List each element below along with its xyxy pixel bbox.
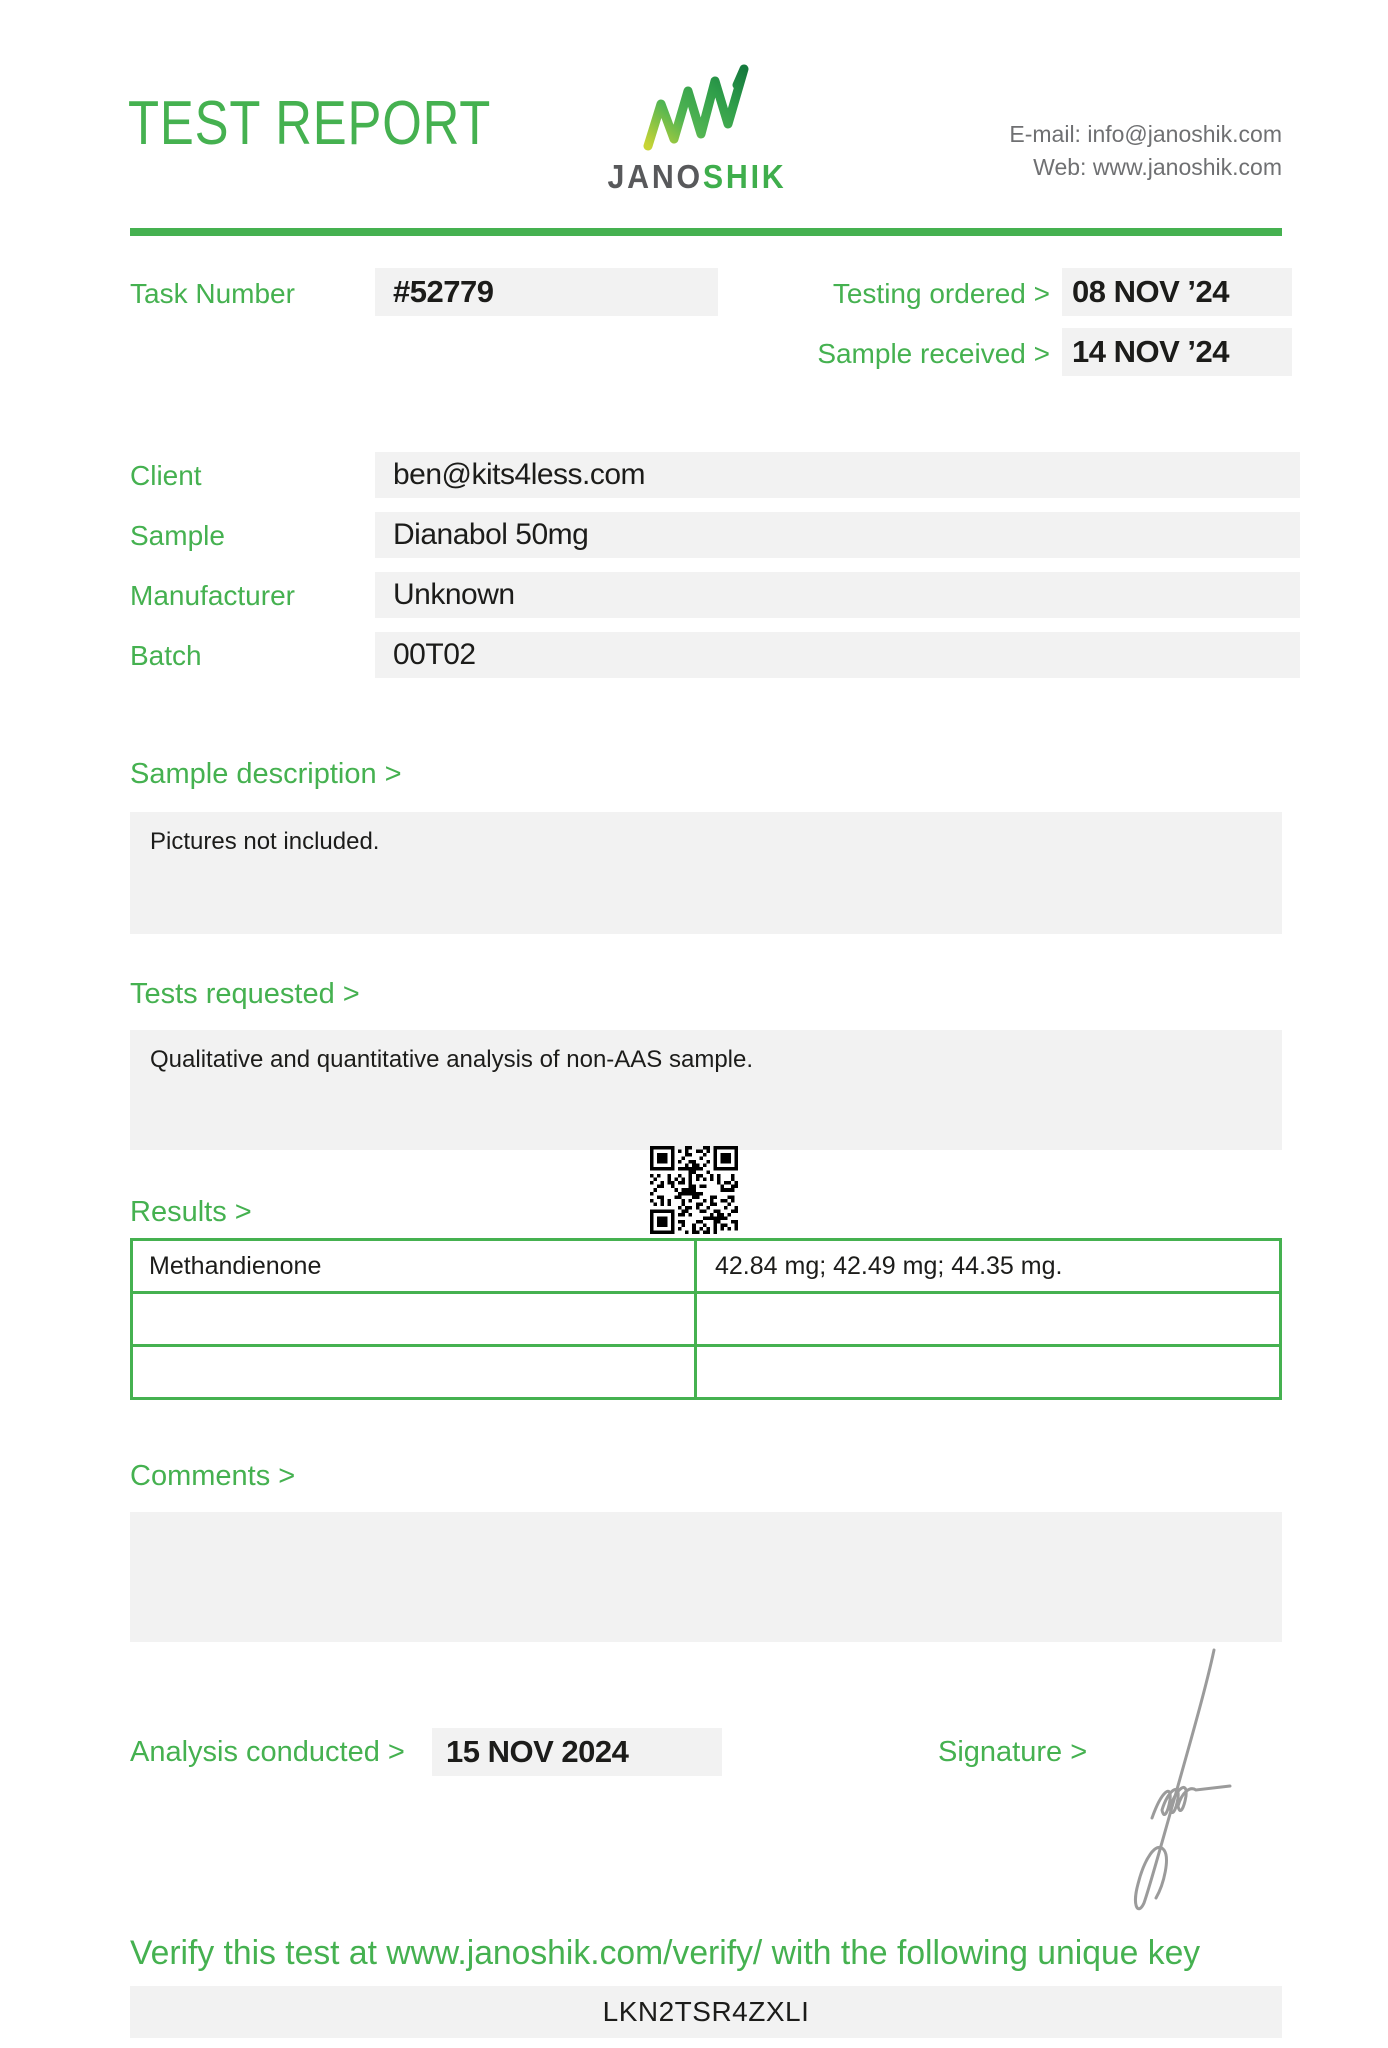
analysis-conducted-value: 15 NOV 2024: [446, 1734, 629, 1769]
testing-ordered-label: Testing ordered >: [832, 278, 1050, 309]
testing-ordered-value: 08 NOV ’24: [1072, 274, 1229, 309]
sample-value-box: [375, 512, 1300, 558]
manufacturer-value: Unknown: [393, 578, 515, 611]
analysis-conducted-label: Analysis conducted >: [130, 1736, 405, 1768]
tests-requested-text: Qualitative and quantitative analysis of non-AAS sample.: [150, 1046, 754, 1073]
unique-key-bar: [130, 1986, 1282, 2038]
header-divider: [130, 228, 1282, 236]
results-heading: Results >: [130, 1196, 252, 1228]
growth-chart-icon: [638, 56, 756, 156]
sample-received-value-box: [1062, 328, 1292, 376]
janoshik-logo: [592, 56, 802, 196]
logo-text-jano: JANO: [607, 158, 703, 195]
batch-value: 00T02: [393, 638, 476, 671]
sample-received-value: 14 NOV ’24: [1072, 334, 1229, 369]
table-row: [133, 1291, 1279, 1344]
contact-info: [1009, 118, 1282, 184]
sample-received-label: Sample received >: [817, 338, 1050, 369]
comments-box: [130, 1512, 1282, 1642]
sample-description-box: [130, 812, 1282, 934]
result-cell: [697, 1294, 1279, 1344]
analyte-cell: Methandienone: [133, 1241, 697, 1291]
task-number-value: #52779: [393, 274, 494, 309]
client-label: Client: [130, 460, 202, 491]
analysis-conducted-value-box: [432, 1728, 722, 1776]
sample-description-text: Pictures not included.: [150, 828, 380, 855]
table-row: [133, 1344, 1279, 1397]
contact-web: Web: www.janoshik.com: [1033, 154, 1282, 180]
comments-heading: Comments >: [130, 1460, 296, 1492]
contact-email: E-mail: info@janoshik.com: [1009, 121, 1282, 147]
verify-instruction: Verify this test at www.janoshik.com/verify/ with the following unique key: [130, 1934, 1201, 1972]
result-cell: 42.84 mg; 42.49 mg; 44.35 mg.: [715, 1251, 1063, 1280]
qr-code: [650, 1146, 738, 1234]
task-number-label: Task Number: [130, 278, 295, 309]
batch-label: Batch: [130, 640, 202, 671]
batch-value-box: [375, 632, 1300, 678]
logo-wordmark: [600, 158, 793, 196]
analyte-cell: [133, 1294, 697, 1344]
manufacturer-label: Manufacturer: [130, 580, 295, 611]
signature-label: Signature >: [938, 1736, 1088, 1768]
testing-ordered-value-box: [1062, 268, 1292, 316]
table-row: [133, 1241, 1279, 1291]
client-value: ben@kits4less.com: [393, 458, 646, 491]
handwritten-signature: [1118, 1640, 1268, 1920]
results-table: [130, 1238, 1282, 1400]
sample-value: Dianabol 50mg: [393, 518, 589, 551]
task-number-value-box: [375, 268, 718, 316]
analyte-cell: [133, 1347, 697, 1397]
page-title: TEST REPORT: [128, 89, 492, 158]
client-value-box: [375, 452, 1300, 498]
sample-label: Sample: [130, 520, 225, 551]
sample-description-heading: Sample description >: [130, 758, 402, 790]
manufacturer-value-box: [375, 572, 1300, 618]
tests-requested-heading: Tests requested >: [130, 978, 360, 1010]
unique-key: LKN2TSR4ZXLI: [602, 1996, 810, 2027]
result-cell: [697, 1347, 1279, 1397]
tests-requested-box: [130, 1030, 1282, 1150]
logo-text-shik: SHIK: [702, 158, 787, 195]
